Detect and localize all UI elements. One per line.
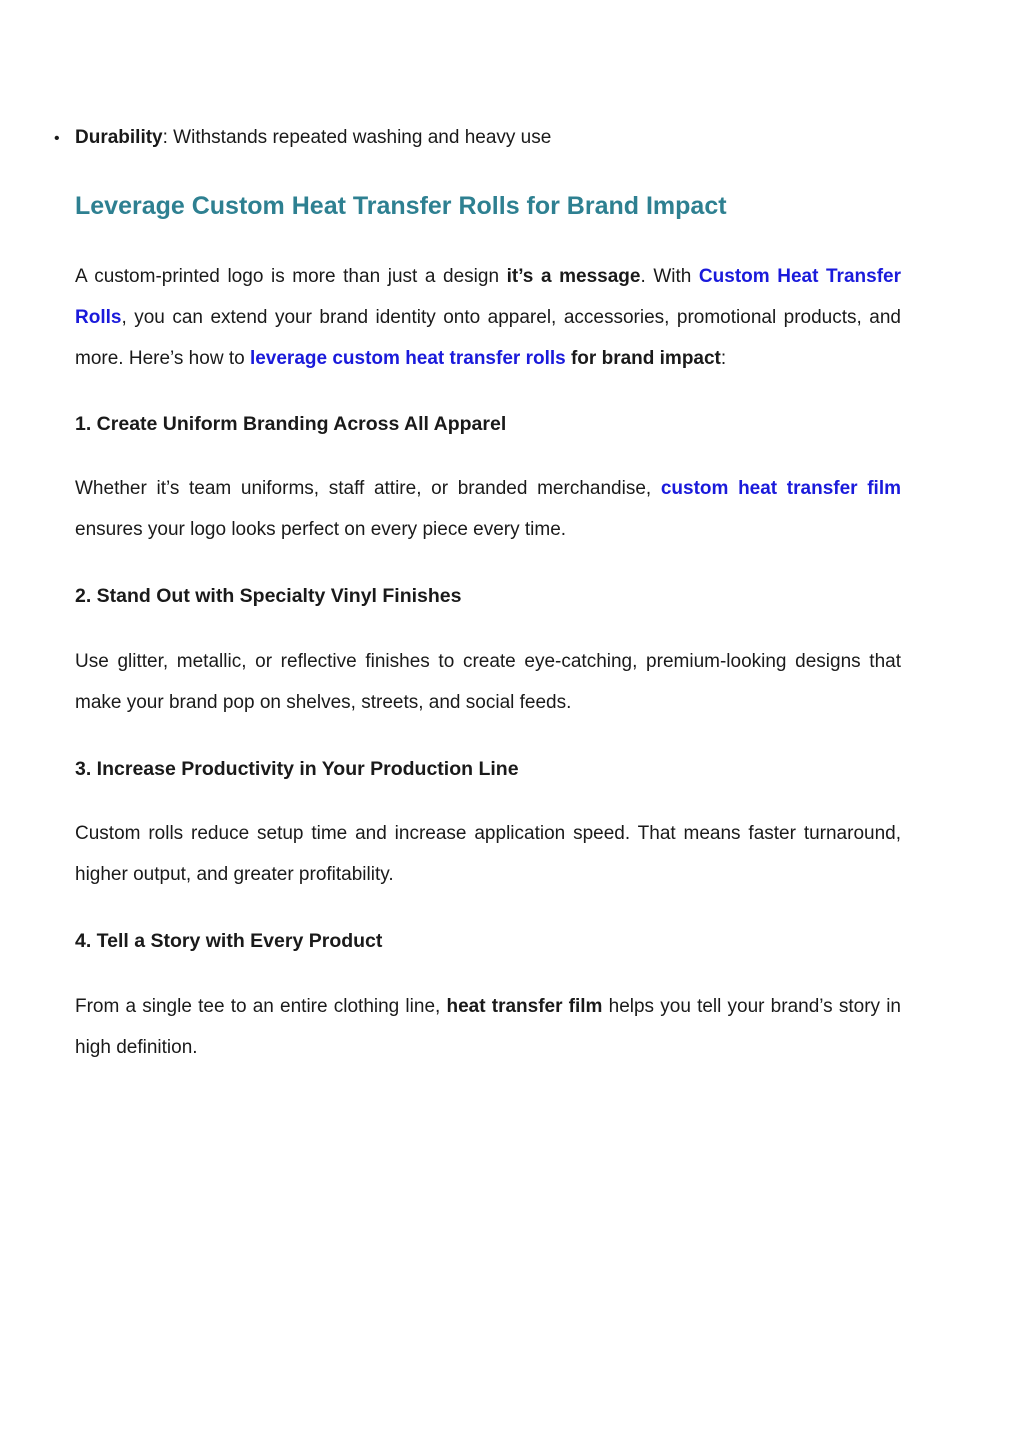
section-1-text-1: Whether it’s team uniforms, staff attire, or branded merchandise,	[75, 478, 661, 499]
intro-text-3: , you can extend your brand identity onto apparel, accessories, promotional products, and more. Here’s how to	[75, 307, 901, 369]
bullet-text: : Withstands repeated washing and heavy use	[162, 127, 552, 148]
subheading-1: 1. Create Uniform Branding Across All Apparel	[75, 413, 507, 435]
intro-text-5: :	[720, 348, 727, 369]
section-4-paragraph	[75, 986, 901, 1068]
section-4-text-2: helps you tell your brand’s story in high definition.	[75, 996, 901, 1058]
link-custom-heat-transfer-rolls[interactable]: Custom Heat Transfer Rolls	[75, 266, 901, 328]
section-2-paragraph: Use glitter, metallic, or reflective finishes to create eye-catching, premium-looking designs that make your brand pop on shelves, streets, and social feeds.	[75, 651, 901, 713]
section-1-paragraph	[75, 468, 901, 550]
intro-bold-brand-impact: for brand impact	[570, 348, 721, 369]
link-leverage-custom-heat-transfer-rolls[interactable]: leverage custom heat transfer rolls	[249, 348, 566, 369]
section-4-bold-heat-transfer-film: heat transfer film	[446, 996, 603, 1017]
section-heading: Leverage Custom Heat Transfer Rolls for Brand Impact	[75, 192, 727, 220]
section-4-text-1: From a single tee to an entire clothing line,	[75, 996, 447, 1017]
bullet-term: Durability	[75, 127, 163, 148]
bullet-icon: •	[54, 130, 60, 147]
section-3-paragraph: Custom rolls reduce setup time and increase application speed. That means faster turnaround, higher output, and greater profitability.	[75, 823, 901, 885]
intro-bold-message: it’s a message	[506, 266, 641, 287]
section-1-text-2: ensures your logo looks perfect on every piece every time.	[75, 519, 567, 540]
link-custom-heat-transfer-film[interactable]: custom heat transfer film	[660, 478, 901, 499]
intro-text-1: A custom-printed logo is more than just a design	[75, 266, 507, 287]
intro-paragraph	[75, 256, 901, 379]
bullet-item-durability	[43, 124, 551, 153]
subheading-2: 2. Stand Out with Specialty Vinyl Finishes	[75, 585, 462, 607]
intro-text-2: . With	[640, 266, 699, 287]
subheading-3: 3. Increase Productivity in Your Production Line	[75, 758, 519, 780]
subheading-4: 4. Tell a Story with Every Product	[75, 930, 383, 952]
